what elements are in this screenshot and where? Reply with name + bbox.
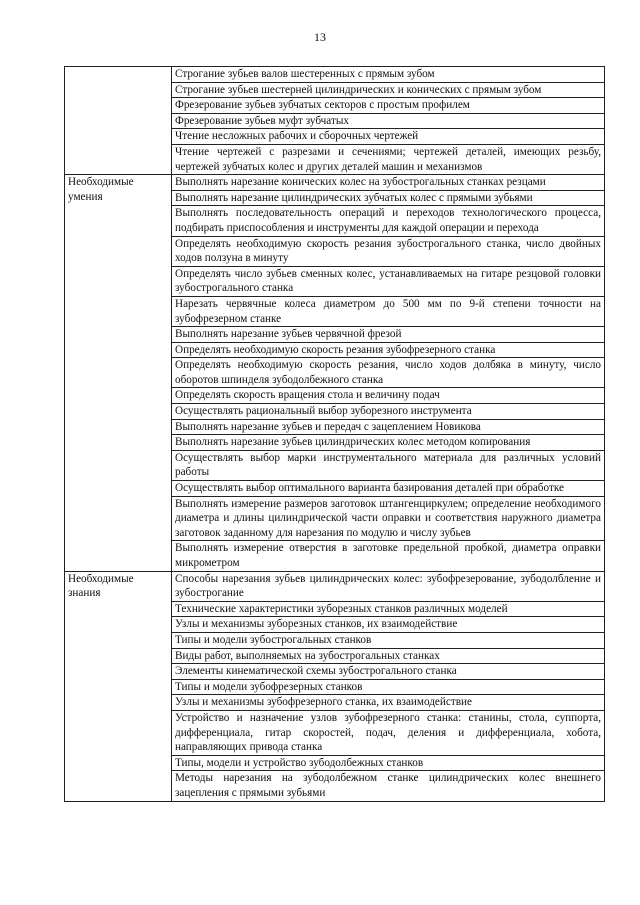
requirement-item: Осуществлять рациональный выбор зуборезного инструмента	[172, 404, 605, 420]
requirement-item: Выполнять нарезание зубьев и передач с зацеплением Новикова	[172, 419, 605, 435]
requirement-item: Выполнять измерение отверстия в заготовке предельной пробкой, диаметра оправки микрометром	[172, 541, 605, 571]
requirement-item: Выполнять нарезание зубьев червячной фрезой	[172, 327, 605, 343]
requirement-item: Определять необходимую скорость резания, число ходов долбяка в минуту, число оборотов шпинделя зубодолбежного станка	[172, 358, 605, 388]
requirement-item: Определять необходимую скорость резания зубофрезерного станка	[172, 342, 605, 358]
requirement-item: Определять скорость вращения стола и величину подач	[172, 388, 605, 404]
requirement-item: Технические характеристики зуборезных станков различных моделей	[172, 601, 605, 617]
requirement-item: Выполнять нарезание конических колес на зубострогальных станках резцами	[172, 175, 605, 191]
category-cell: Необходимые умения	[65, 175, 172, 571]
table-row	[65, 571, 605, 601]
requirement-item: Узлы и механизмы зуборезных станков, их взаимодействие	[172, 617, 605, 633]
requirement-item: Фрезерование зубьев муфт зубчатых	[172, 113, 605, 129]
requirement-item: Осуществлять выбор марки инструментального материала для различных условий работы	[172, 450, 605, 480]
requirement-item: Осуществлять выбор оптимального варианта базирования деталей при обработке	[172, 481, 605, 497]
requirements-table-body	[65, 67, 605, 802]
table-row	[65, 67, 605, 83]
category-cell: Необходимые знания	[65, 571, 172, 801]
requirement-item: Выполнять нарезание цилиндрических зубчатых колес с прямыми зубьями	[172, 190, 605, 206]
requirement-item: Методы нарезания на зубодолбежном станке цилиндрических колес внешнего зацепления с прямыми зубьями	[172, 771, 605, 801]
requirement-item: Нарезать червячные колеса диаметром до 500 мм по 9-й степени точности на зубофрезерном станке	[172, 296, 605, 326]
requirement-item: Способы нарезания зубьев цилиндрических колес: зубофрезерование, зубодолбление и зубострогание	[172, 571, 605, 601]
category-cell	[65, 67, 172, 175]
requirement-item: Типы, модели и устройство зубодолбежных станков	[172, 755, 605, 771]
requirement-item: Фрезерование зубьев зубчатых секторов с простым профилем	[172, 98, 605, 114]
requirement-item: Выполнять последовательность операций и переходов технологического процесса, подбирать приспособления и инструменты для каждой операции и перехода	[172, 206, 605, 236]
requirement-item: Строгание зубьев валов шестеренных с прямым зубом	[172, 67, 605, 83]
requirement-item: Виды работ, выполняемых на зубострогальных станках	[172, 648, 605, 664]
requirement-item: Устройство и назначение узлов зубофрезерного станка: станины, стола, суппорта, дифференциала, гитар скоростей, подач, деления и дифференциала, хобота, направляющих привода станка	[172, 710, 605, 755]
requirement-item: Определять необходимую скорость резания зубострогального станка, число двойных ходов ползуна в минуту	[172, 236, 605, 266]
requirement-item: Выполнять нарезание зубьев цилиндрических колес методом копирования	[172, 435, 605, 451]
requirement-item: Элементы кинематической схемы зубострогального станка	[172, 664, 605, 680]
requirement-item: Строгание зубьев шестерней цилиндрических и конических с прямым зубом	[172, 82, 605, 98]
page-number: 13	[314, 30, 326, 44]
requirement-item: Узлы и механизмы зубофрезерного станка, их взаимодействие	[172, 695, 605, 711]
requirements-table	[64, 66, 605, 802]
requirement-item: Типы и модели зубофрезерных станков	[172, 679, 605, 695]
requirement-item: Чтение несложных рабочих и сборочных чертежей	[172, 129, 605, 145]
requirement-item: Определять число зубьев сменных колес, устанавливаемых на гитаре резцовой головки зубострогального станка	[172, 266, 605, 296]
table-row	[65, 175, 605, 191]
requirement-item: Типы и модели зубострогальных станков	[172, 632, 605, 648]
requirement-item: Чтение чертежей с разрезами и сечениями; чертежей деталей, имеющих резьбу, чертежей зубчатых колес и других деталей машин и механизмов	[172, 144, 605, 174]
requirement-item: Выполнять измерение размеров заготовок штангенциркулем; определение необходимого диаметра и длины цилиндрической части оправки и соответствия наружного диаметра заготовок заданному для нарезания по модулю и числу зубьев	[172, 496, 605, 541]
